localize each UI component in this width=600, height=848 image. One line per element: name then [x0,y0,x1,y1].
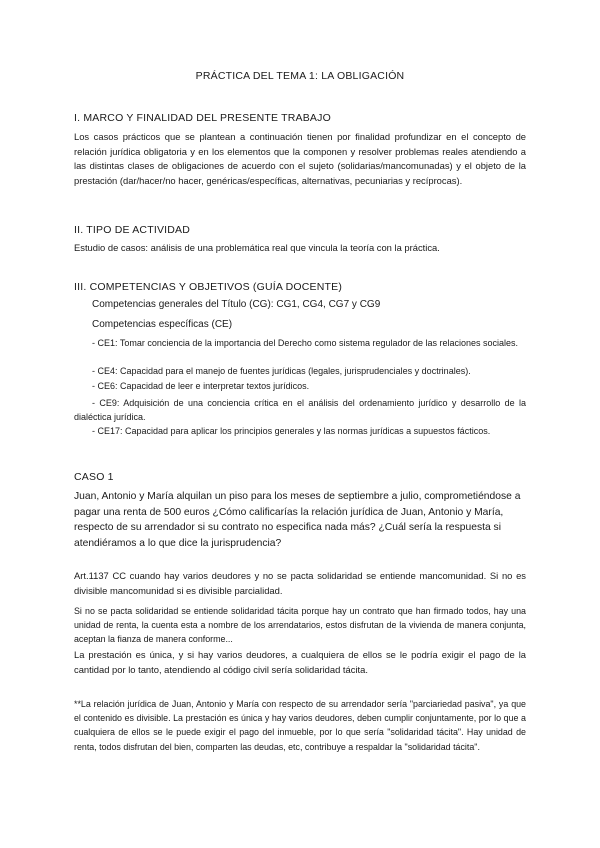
answer-paragraph-4: **La relación jurídica de Juan, Antonio y María con respecto de su arrendador sería "parciariedad pasiva", ya que el contenido es divisible. La prestación es única y hay varios deudores, deben cumplir conjuntamente, por lo que a cualquiera de ellos se le puede exigir el pago del inmueble, por lo que sería "solidaridad tácita". Hay unidad de renta, todos disfrutan del bien, comparten las deudas, etc, contribuye a respaldar la "solidaridad tácita". [74,699,526,752]
case-statement: Juan, Antonio y María alquilan un piso para los meses de septiembre a julio, comprometiéndose a pagar una renta de 500 euros ¿Cómo calificarías la relación jurídica de Juan, Antonio y María, respecto de su arrendador si su contrato no especifica nada más? ¿Cuál sería la respuesta si atendiéramos a lo que dice la jurisprudencia? [74,491,521,549]
answer-paragraph-3: La prestación es única, y si hay varios deudores, a cualquiera de ellos se le podría exigir el pago de la cantidad por lo tanto, atendiendo al código civil sería solidaridad tácita. [74,649,526,675]
case-heading: CASO 1 [74,471,114,483]
section-1-heading: I. MARCO Y FINALIDAD DEL PRESENTE TRABAJO [74,112,331,124]
section-2-heading: II. TIPO DE ACTIVIDAD [74,224,191,236]
specific-competencies-label: Competencias específicas (CE) [92,319,233,330]
competency-item: - CE1: Tomar conciencia de la importancia del Derecho como sistema regulador de las relaciones sociales. [92,338,519,348]
competency-item: - CE17: Capacidad para aplicar los principios generales y las normas jurídicas a supuestos fácticos. [92,426,491,436]
competency-item: - CE6: Capacidad de leer e interpretar textos jurídicos. [92,381,310,391]
competency-item: - CE9: Adquisición de una conciencia crítica en el análisis del ordenamiento jurídico y desarrollo de la dialéctica jurídica. [74,398,526,422]
page-title: PRÁCTICA DEL TEMA 1: LA OBLIGACIÓN [195,70,405,82]
section-3-heading: III. COMPETENCIAS Y OBJETIVOS (GUÍA DOCENTE) [74,281,343,293]
answer-paragraph-1: Art.1137 CC cuando hay varios deudores y no se pacta solidaridad se entiende mancomunidad. Si no es divisible mancomunidad si es divisible parcialidad. [74,570,526,596]
competency-item: - CE4: Capacidad para el manejo de fuentes jurídicas (legales, jurisprudenciales y doctrinales). [92,366,471,376]
general-competencies: Competencias generales del Título (CG): CG1, CG4, CG7 y CG9 [92,299,381,310]
section-2-text: Estudio de casos: análisis de una problemática real que vincula la teoría con la práctica. [74,242,440,253]
answer-paragraph-2: Si no se pacta solidaridad se entiende solidaridad tácita porque hay un contrato que han firmado todos, hay una unidad de renta, la cuenta esta a nombre de los arrendatarios, estos disfrutan de la vivienda de manera conjunta, aceptan la fianza de manera conforme... [74,606,526,645]
section-1-text: Los casos prácticos que se plantean a continuación tienen por finalidad profundizar en el concepto de relación jurídica obligatoria y en los elementos que la componen y resolver problemas reales atendiendo a las distintas clases de obligaciones de acuerdo con el sujeto (solidarias/mancomunadas) y el objeto de la prestación (dar/hacer/no hacer, genéricas/específicas, alternativas, pecuniarias y recíprocas). [74,131,526,186]
